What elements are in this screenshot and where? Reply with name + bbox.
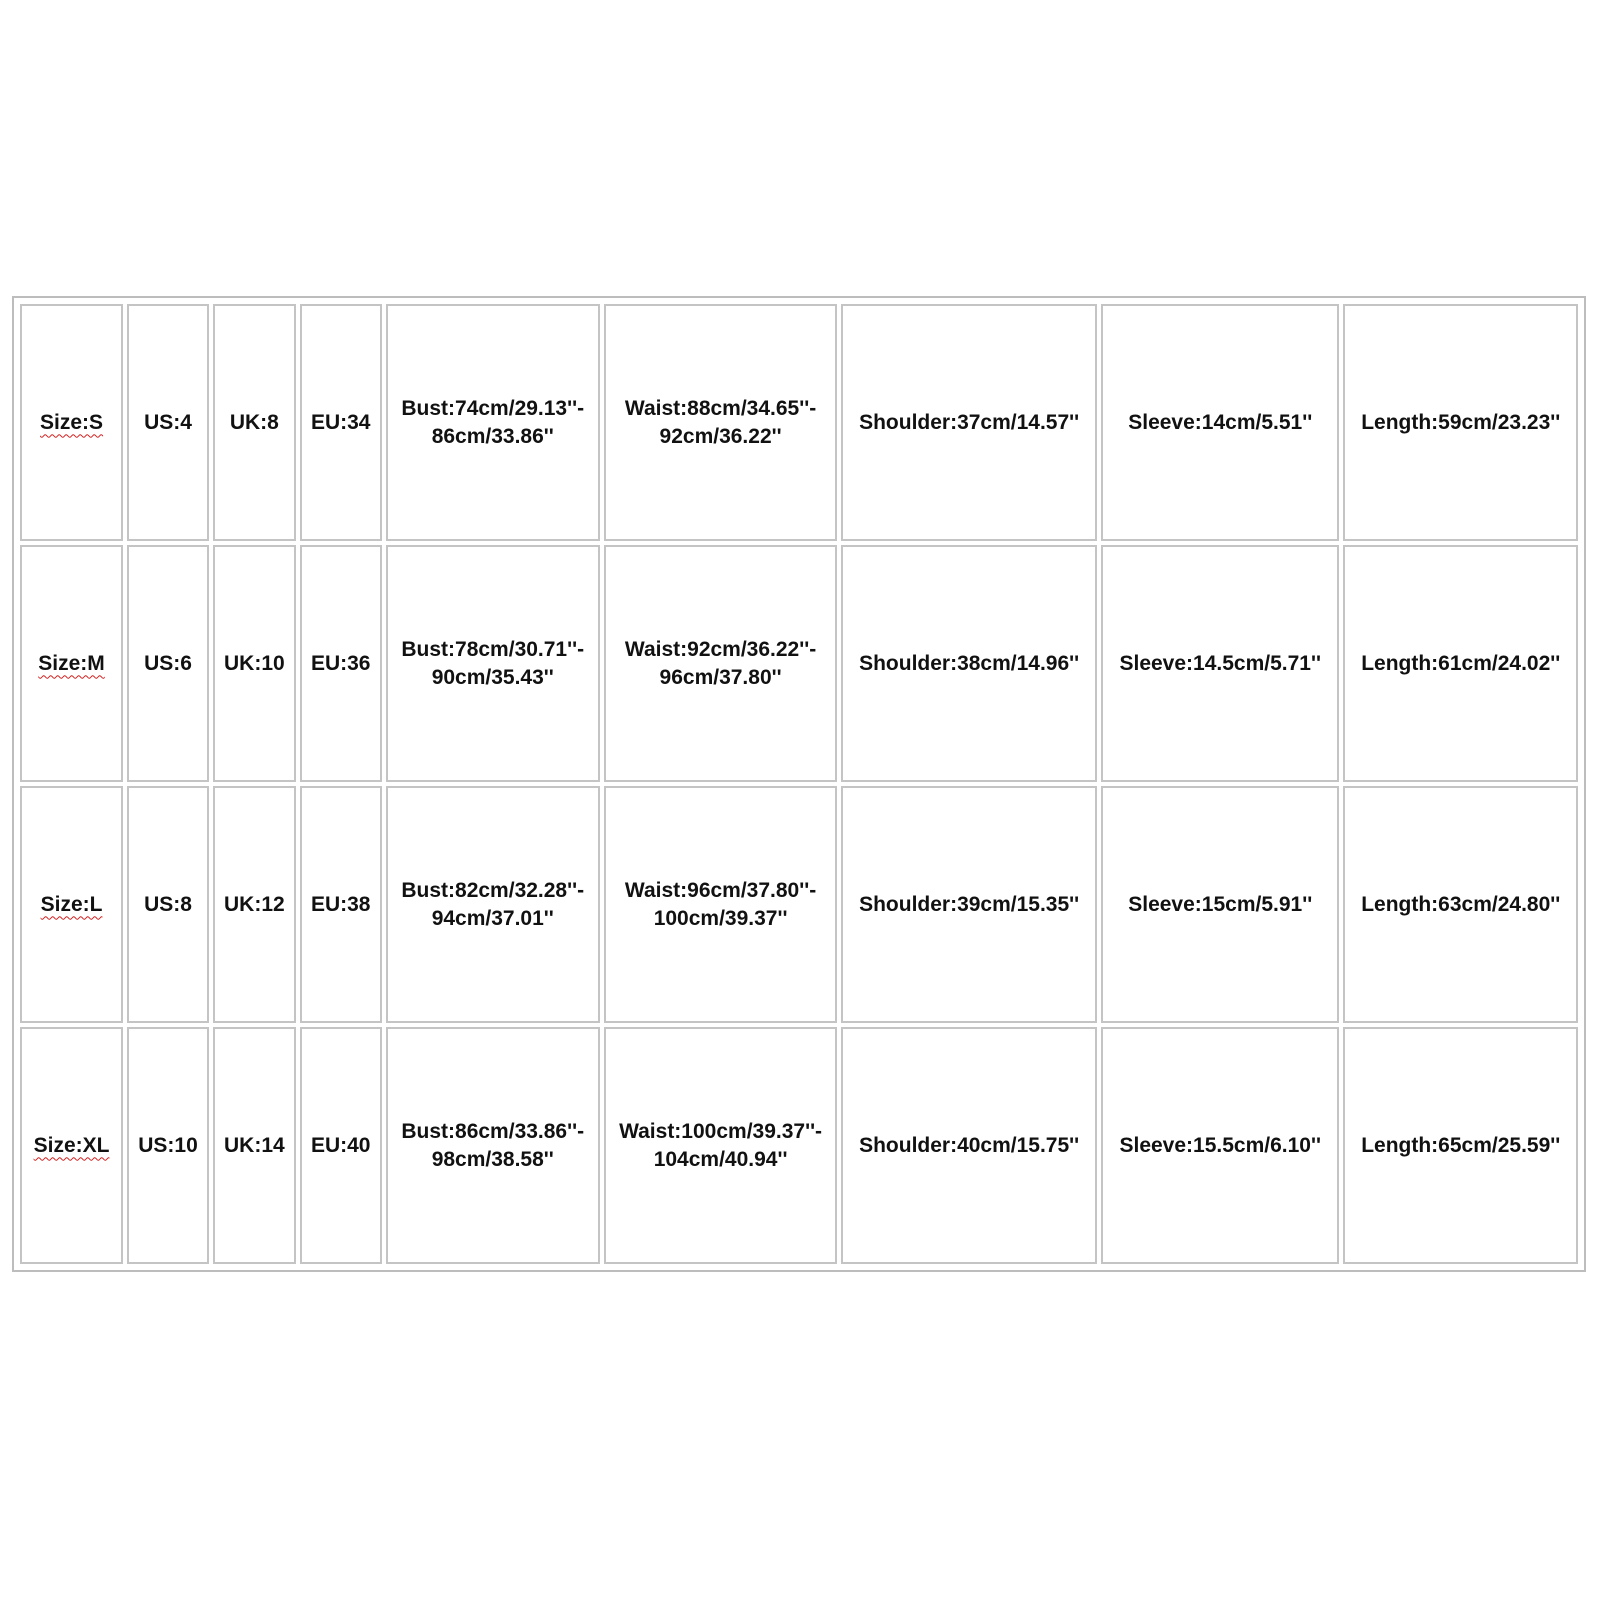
waist-line-1: Waist:96cm/37.80''- [624, 878, 817, 902]
length-cell: Length:63cm/24.80'' [1343, 786, 1578, 1023]
bust-line-2: 98cm/38.58'' [431, 1147, 554, 1171]
waist-cell [604, 545, 837, 782]
us-size-cell: US:10 [127, 1027, 209, 1264]
size-cell [20, 304, 123, 541]
waist-line-2: 96cm/37.80'' [659, 665, 782, 689]
eu-size-cell: EU:34 [300, 304, 382, 541]
sleeve-cell: Sleeve:15cm/5.91'' [1101, 786, 1340, 1023]
waist-line-1: Waist:88cm/34.65''- [624, 396, 817, 420]
eu-size-cell: EU:40 [300, 1027, 382, 1264]
bust-line-2: 94cm/37.01'' [431, 906, 554, 930]
uk-size-cell: UK:8 [213, 304, 296, 541]
bust-cell [386, 786, 600, 1023]
eu-size-cell: EU:38 [300, 786, 382, 1023]
bust-line-1: Bust:74cm/29.13''- [401, 396, 585, 420]
waist-cell [604, 304, 837, 541]
sleeve-cell: Sleeve:14cm/5.51'' [1101, 304, 1340, 541]
uk-size-cell: UK:12 [213, 786, 296, 1023]
bust-line-2: 90cm/35.43'' [431, 665, 554, 689]
eu-size-cell: EU:36 [300, 545, 382, 782]
uk-size-cell: UK:10 [213, 545, 296, 782]
size-cell [20, 1027, 123, 1264]
waist-cell [604, 1027, 837, 1264]
size-cell [20, 786, 123, 1023]
size-label: Size:M [38, 651, 105, 675]
length-cell: Length:61cm/24.02'' [1343, 545, 1578, 782]
waist-line-2: 104cm/40.94'' [653, 1147, 788, 1171]
size-label: Size:S [40, 410, 104, 434]
shoulder-cell: Shoulder:37cm/14.57'' [841, 304, 1097, 541]
bust-cell [386, 1027, 600, 1264]
sleeve-cell: Sleeve:14.5cm/5.71'' [1101, 545, 1340, 782]
bust-line-1: Bust:86cm/33.86''- [401, 1119, 585, 1143]
waist-cell [604, 786, 837, 1023]
us-size-cell: US:4 [127, 304, 209, 541]
size-cell [20, 545, 123, 782]
bust-line-2: 86cm/33.86'' [431, 424, 554, 448]
shoulder-cell: Shoulder:38cm/14.96'' [841, 545, 1097, 782]
size-label: Size:L [40, 892, 103, 916]
waist-line-1: Waist:100cm/39.37''- [619, 1119, 823, 1143]
shoulder-cell: Shoulder:40cm/15.75'' [841, 1027, 1097, 1264]
waist-line-1: Waist:92cm/36.22''- [624, 637, 817, 661]
shoulder-cell: Shoulder:39cm/15.35'' [841, 786, 1097, 1023]
waist-line-2: 92cm/36.22'' [659, 424, 782, 448]
size-chart-table [16, 300, 1582, 1268]
length-cell: Length:65cm/25.59'' [1343, 1027, 1578, 1264]
sleeve-cell: Sleeve:15.5cm/6.10'' [1101, 1027, 1340, 1264]
table-row [20, 545, 1578, 782]
bust-cell [386, 304, 600, 541]
waist-line-2: 100cm/39.37'' [653, 906, 788, 930]
size-label: Size:XL [33, 1133, 110, 1157]
table-row [20, 1027, 1578, 1264]
size-chart-frame [12, 296, 1586, 1272]
table-row [20, 786, 1578, 1023]
uk-size-cell: UK:14 [213, 1027, 296, 1264]
table-row [20, 304, 1578, 541]
bust-line-1: Bust:82cm/32.28''- [401, 878, 585, 902]
bust-cell [386, 545, 600, 782]
us-size-cell: US:6 [127, 545, 209, 782]
bust-line-1: Bust:78cm/30.71''- [401, 637, 585, 661]
length-cell: Length:59cm/23.23'' [1343, 304, 1578, 541]
us-size-cell: US:8 [127, 786, 209, 1023]
